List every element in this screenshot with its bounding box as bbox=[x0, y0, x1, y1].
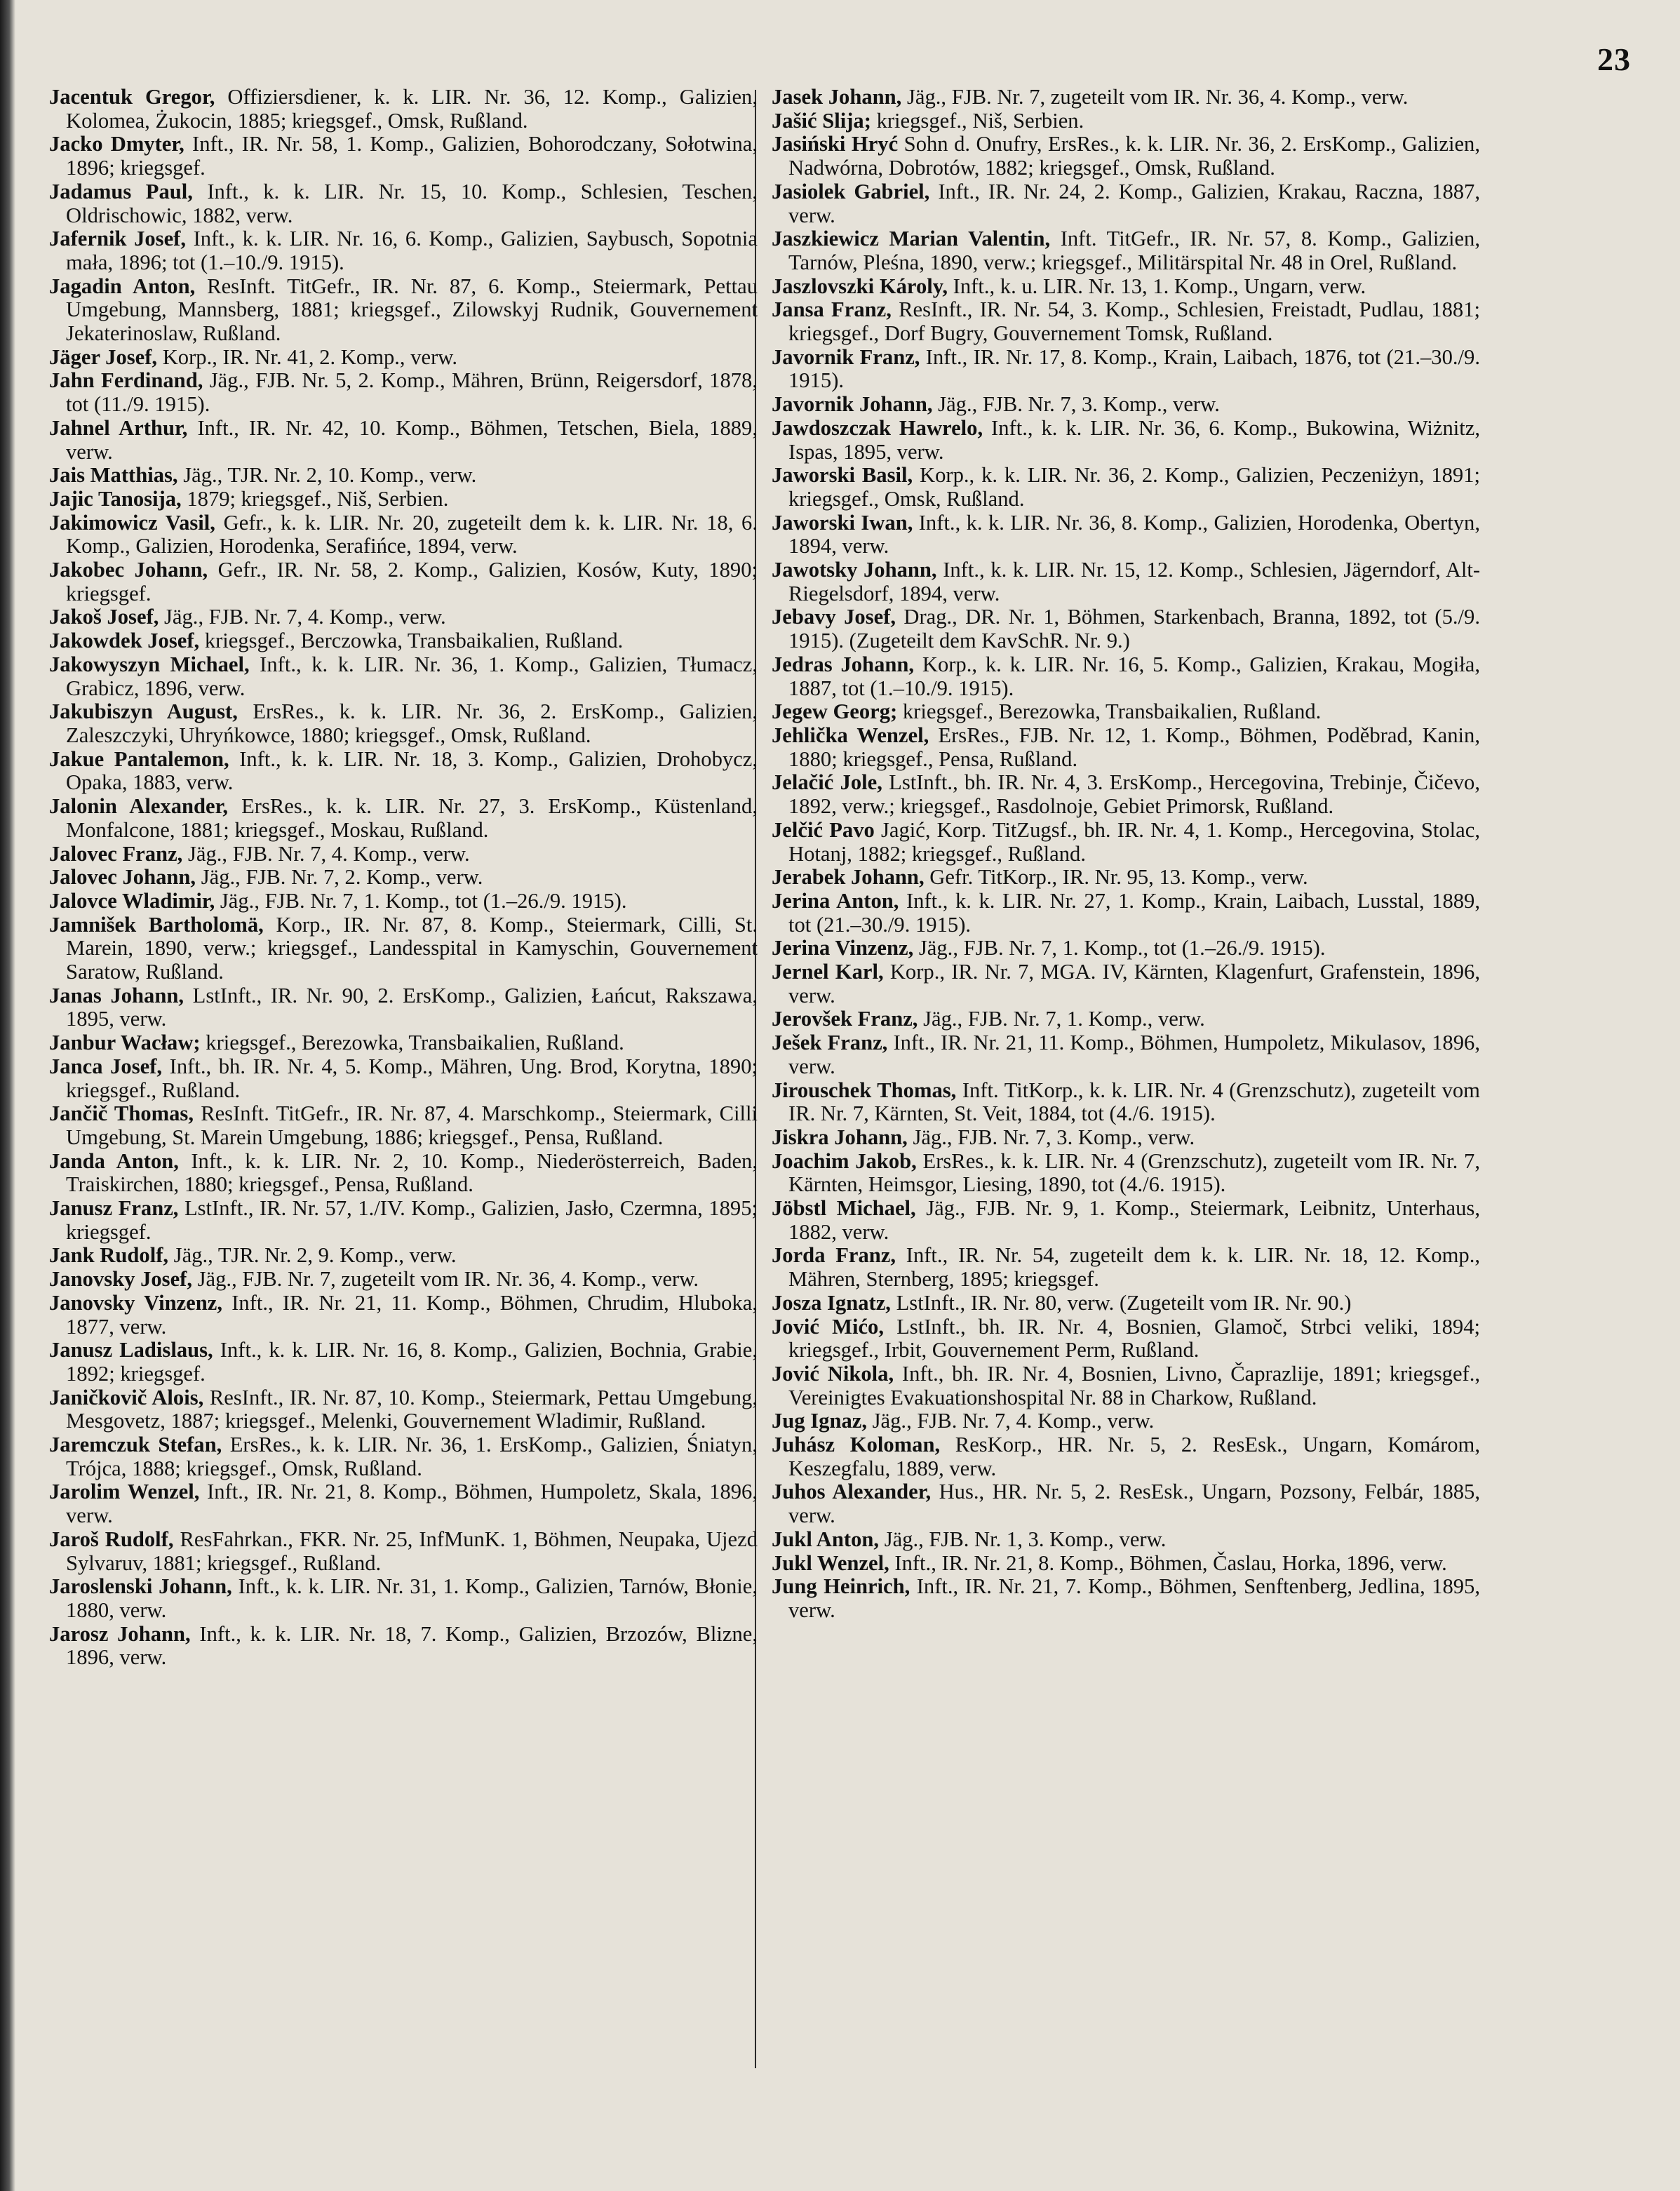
entry-details: Inft., IR. Nr. 42, 10. Komp., Böhmen, Tetschen, Biela, 1889, verw. bbox=[66, 415, 758, 464]
register-entry bbox=[772, 1007, 1480, 1031]
entry-details: Inft., IR. Nr. 24, 2. Komp., Galizien, Krakau, Raczna, 1887, verw. bbox=[788, 179, 1480, 227]
register-entry bbox=[772, 1362, 1480, 1409]
entry-name: Jansa Franz, bbox=[772, 297, 892, 322]
entry-name: Jadamus Paul, bbox=[49, 179, 193, 203]
entry-name: Janusz Franz, bbox=[49, 1196, 179, 1221]
entry-details: Jäg., FJB. Nr. 7, 4. Komp., verw. bbox=[867, 1409, 1155, 1433]
entry-name: Jorda Franz, bbox=[772, 1243, 896, 1268]
register-entry bbox=[772, 109, 1480, 133]
register-entry bbox=[49, 488, 758, 511]
register-entry bbox=[772, 653, 1480, 700]
register-entry bbox=[772, 86, 1480, 109]
page-number: 23 bbox=[1597, 41, 1631, 77]
entry-details: Inft., IR. Nr. 21, 8. Komp., Böhmen, Časlau, Horka, 1896, verw. bbox=[889, 1550, 1447, 1575]
register-entry bbox=[772, 511, 1480, 558]
register-entry bbox=[772, 1528, 1480, 1552]
register-entry bbox=[772, 346, 1480, 393]
entry-name: Jawotsky Johann, bbox=[772, 558, 937, 582]
register-entry bbox=[49, 653, 758, 700]
entry-name: Jafernik Josef, bbox=[49, 227, 186, 251]
entry-details: ResInft., IR. Nr. 54, 3. Komp., Schlesien, Freistadt, Pudlau, 1881; kriegsgef., Dorf Bugry, Gouvernement Tomsk, Rußland. bbox=[788, 297, 1480, 346]
entry-name: Jaroslenski Johann, bbox=[49, 1574, 232, 1599]
register-entry bbox=[772, 937, 1480, 960]
entry-details: ResInft., IR. Nr. 87, 10. Komp., Steiermark, Pettau Umgebung, Mesgovetz, 1887; kriegsgef., Melenki, Gouvernement Wladimir, Rußland. bbox=[66, 1385, 758, 1433]
register-entry bbox=[49, 1575, 758, 1622]
entry-name: Janičkovič Alois, bbox=[49, 1385, 204, 1409]
entry-name: Jakowyszyn Michael, bbox=[49, 652, 250, 676]
entry-name: Jakubiszyn August, bbox=[49, 699, 238, 724]
entry-name: Jasek Johann, bbox=[772, 85, 902, 109]
entry-name: Janas Johann, bbox=[49, 983, 184, 1007]
register-entry bbox=[772, 393, 1480, 417]
entry-name: Jais Matthias, bbox=[49, 463, 178, 488]
register-entry bbox=[772, 298, 1480, 345]
entry-name: Jović Nikola, bbox=[772, 1361, 894, 1386]
register-entry bbox=[49, 843, 758, 866]
register-entry bbox=[49, 1528, 758, 1575]
entry-name: Jacko Dmyter, bbox=[49, 132, 184, 156]
entry-details: Inft. TitKorp., k. k. LIR. Nr. 4 (Grenzschutz), zugeteilt vom IR. Nr. 7, Kärnten, St. Veit, 1884, tot (4./6. 1915). bbox=[788, 1078, 1480, 1126]
entry-name: Jalovec Franz, bbox=[49, 841, 183, 866]
register-entry bbox=[772, 771, 1480, 818]
register-entry bbox=[49, 1433, 758, 1480]
register-entry bbox=[772, 417, 1480, 464]
register-entry bbox=[49, 1268, 758, 1292]
entry-name: Janovsky Josef, bbox=[49, 1267, 192, 1292]
right-column bbox=[772, 86, 1480, 1623]
entry-name: Jaworski Basil, bbox=[772, 463, 913, 488]
entry-name: Jović Mićo, bbox=[772, 1314, 884, 1339]
register-entry bbox=[772, 227, 1480, 274]
entry-name: Jahnel Arthur, bbox=[49, 415, 188, 440]
entry-name: Jirouschek Thomas, bbox=[772, 1078, 957, 1102]
entry-name: Jalovec Johann, bbox=[49, 865, 196, 890]
entry-name: Jerina Anton, bbox=[772, 888, 899, 913]
entry-details: Jäg., FJB. Nr. 7, zugeteilt vom IR. Nr. 36, 4. Komp., verw. bbox=[191, 1267, 699, 1292]
register-entry bbox=[772, 558, 1480, 605]
entry-name: Jahn Ferdinand, bbox=[49, 368, 203, 393]
register-entry bbox=[49, 369, 758, 416]
entry-details: Gefr. TitKorp., IR. Nr. 95, 13. Komp., verw. bbox=[924, 865, 1308, 890]
entry-details: ErsRes., k. k. LIR. Nr. 36, 2. ErsKomp., Galizien, Zaleszczyki, Uhryńkowce, 1880; kriegsgef., Omsk, Rußland. bbox=[66, 699, 758, 747]
register-entry bbox=[49, 913, 758, 984]
entry-name: Jiskra Johann, bbox=[772, 1125, 908, 1149]
register-entry bbox=[772, 1409, 1480, 1433]
entry-name: Jakimowicz Vasil, bbox=[49, 510, 215, 535]
entry-details: Korp., IR. Nr. 41, 2. Komp., verw. bbox=[157, 344, 458, 369]
entry-details: Jäg., TJR. Nr. 2, 9. Komp., verw. bbox=[168, 1243, 457, 1268]
entry-name: Jukl Anton, bbox=[772, 1527, 880, 1551]
entry-details: Gefr., k. k. LIR. Nr. 20, zugeteilt dem k. k. LIR. Nr. 18, 6. Komp., Galizien, Horodenka, Serafińce, 1894, verw. bbox=[66, 510, 758, 558]
entry-details: ErsRes., k. k. LIR. Nr. 27, 3. ErsKomp., Küstenland, Monfalcone, 1881; kriegsgef., Moskau, Rußland. bbox=[66, 794, 758, 842]
entry-name: Jasiński Hryć bbox=[772, 132, 899, 156]
entry-name: Jung Heinrich, bbox=[772, 1574, 910, 1599]
register-entry bbox=[49, 1386, 758, 1433]
entry-details: Inft., IR. Nr. 58, 1. Komp., Galizien, Bohorodczany, Sołotwina, 1896; kriegsgef. bbox=[66, 132, 758, 180]
register-entry bbox=[49, 1292, 758, 1339]
register-entry bbox=[49, 748, 758, 795]
register-entry bbox=[772, 1480, 1480, 1527]
register-entry bbox=[772, 1150, 1480, 1197]
entry-details: Korp., IR. Nr. 87, 8. Komp., Steiermark, Cilli, St. Marein, 1890, verw.; kriegsgef., Landesspital in Kamyschin, Gouvernement Saratow, Rußland. bbox=[66, 912, 758, 984]
entry-details: Inft., k. k. LIR. Nr. 15, 12. Komp., Schlesien, Jägerndorf, Alt-Riegelsdorf, 1894, verw. bbox=[788, 558, 1481, 605]
entry-details: LstInft., bh. IR. Nr. 4, Bosnien, Glamoč, Strbci veliki, 1894; kriegsgef., Irbit, Gouvernement Perm, Rußland. bbox=[788, 1314, 1480, 1362]
entry-details: Inft., bh. IR. Nr. 4, Bosnien, Livno, Čaprazlije, 1891; kriegsgef., Vereinigtes Evakuationshospital Nr. 88 in Charkow, Rußland. bbox=[788, 1361, 1481, 1409]
left-column bbox=[49, 86, 758, 1670]
page-binding-edge bbox=[0, 0, 15, 2191]
entry-name: Jaroš Rudolf, bbox=[49, 1527, 174, 1551]
entry-name: Jajic Tanosija, bbox=[49, 486, 182, 511]
register-entry bbox=[49, 629, 758, 653]
entry-details: Jäg., TJR. Nr. 2, 10. Komp., verw. bbox=[177, 463, 477, 488]
entry-name: Jöbstl Michael, bbox=[772, 1196, 916, 1221]
entry-name: Jukl Wenzel, bbox=[772, 1550, 889, 1575]
register-entry bbox=[49, 180, 758, 227]
register-entry bbox=[49, 700, 758, 747]
register-entry bbox=[49, 605, 758, 629]
entry-details: Inft., k. k. LIR. Nr. 36, 8. Komp., Galizien, Horodenka, Obertyn, 1894, verw. bbox=[788, 510, 1480, 558]
entry-name: Juhos Alexander, bbox=[772, 1480, 932, 1504]
entry-details: Inft., k. k. LIR. Nr. 16, 6. Komp., Galizien, Saybusch, Sopotnia mała, 1896; tot (1.–10./9. 1915). bbox=[66, 227, 758, 274]
register-entry bbox=[49, 275, 758, 346]
entry-details: Drag., DR. Nr. 1, Böhmen, Starkenbach, Branna, 1892, tot (5./9. 1915). (Zugeteilt dem KavSchR. Nr. 9.) bbox=[788, 605, 1480, 653]
entry-details: Jäg., FJB. Nr. 1, 3. Komp., verw. bbox=[879, 1527, 1167, 1551]
register-entry bbox=[772, 605, 1480, 652]
register-entry bbox=[772, 724, 1480, 771]
entry-name: Janca Josef, bbox=[49, 1054, 163, 1078]
register-entry bbox=[49, 464, 758, 488]
entry-details: kriegsgef., Berczowka, Transbaikalien, Rußland. bbox=[199, 629, 624, 653]
entry-name: Jaworski Iwan, bbox=[772, 510, 913, 535]
entry-details: Inft., k. k. LIR. Nr. 15, 10. Komp., Schlesien, Teschen, Oldrischowic, 1882, verw. bbox=[66, 179, 758, 227]
entry-details: Jäg., FJB. Nr. 7, 1. Komp., tot (1.–26./9. 1915). bbox=[913, 936, 1326, 960]
entry-name: Jacentuk Gregor, bbox=[49, 85, 215, 109]
register-entry bbox=[772, 133, 1480, 180]
entry-details: Inft., IR. Nr. 21, 11. Komp., Böhmen, Chrudim, Hluboka, 1877, verw. bbox=[66, 1290, 758, 1339]
entry-name: Jerina Vinzenz, bbox=[772, 936, 914, 960]
entry-details: Jäg., FJB. Nr. 7, 1. Komp., verw. bbox=[918, 1007, 1205, 1031]
entry-details: kriegsgef., Niš, Serbien. bbox=[871, 108, 1084, 133]
entry-details: LstInft., IR. Nr. 80, verw. (Zugeteilt vom IR. Nr. 90.) bbox=[890, 1290, 1352, 1315]
register-entry bbox=[49, 227, 758, 274]
entry-details: Jäg., FJB. Nr. 5, 2. Komp., Mähren, Brünn, Reigersdorf, 1878, tot (11./9. 1915). bbox=[66, 368, 758, 417]
entry-name: Jakobec Johann, bbox=[49, 558, 208, 582]
entry-details: Jäg., FJB. Nr. 7, zugeteilt vom IR. Nr. 36, 4. Komp., verw. bbox=[901, 85, 1409, 109]
register-entry bbox=[772, 890, 1480, 937]
entry-details: Jäg., FJB. Nr. 7, 2. Komp., verw. bbox=[196, 865, 483, 890]
entry-name: Janusz Ladislaus, bbox=[49, 1338, 213, 1362]
entry-name: Jaszlovszki Károly, bbox=[772, 274, 948, 298]
entry-details: Inft., k. k. LIR. Nr. 2, 10. Komp., Niederösterreich, Baden, Traiskirchen, 1880; kriegsgef., Pensa, Rußland. bbox=[66, 1148, 758, 1197]
register-entry bbox=[772, 866, 1480, 890]
register-entry bbox=[49, 1102, 758, 1149]
entry-details: Inft., bh. IR. Nr. 4, 5. Komp., Mähren, Ung. Brod, Korytna, 1890; kriegsgef., Rußland. bbox=[66, 1054, 758, 1102]
entry-name: Javornik Franz, bbox=[772, 344, 920, 369]
register-entry bbox=[772, 1126, 1480, 1150]
register-entry bbox=[772, 1292, 1480, 1315]
entry-details: Jäg., FJB. Nr. 7, 3. Komp., verw. bbox=[907, 1125, 1195, 1149]
entry-name: Juhász Koloman, bbox=[772, 1433, 941, 1457]
entry-name: Jalonin Alexander, bbox=[49, 794, 229, 819]
entry-details: ErsRes., k. k. LIR. Nr. 36, 1. ErsKomp., Galizien, Śniatyn, Trójca, 1888; kriegsgef., Omsk, Rußland. bbox=[66, 1433, 758, 1480]
entry-name: Jerabek Johann, bbox=[772, 865, 925, 890]
entry-details: Jäg., FJB. Nr. 7, 4. Komp., verw. bbox=[159, 605, 446, 629]
register-entry bbox=[772, 960, 1480, 1007]
entry-name: Jelačić Jole, bbox=[772, 770, 882, 795]
register-entry bbox=[49, 795, 758, 842]
register-entry bbox=[772, 1244, 1480, 1291]
entry-name: Jarolim Wenzel, bbox=[49, 1480, 200, 1504]
entry-name: Jakue Pantalemon, bbox=[49, 746, 229, 771]
entry-details: Korp., k. k. LIR. Nr. 36, 2. Komp., Galizien, Peczeniżyn, 1891; kriegsgef., Omsk, Rußland. bbox=[788, 463, 1481, 511]
entry-name: Jarosz Johann, bbox=[49, 1621, 191, 1646]
entry-name: Jasiolek Gabriel, bbox=[772, 179, 930, 203]
entry-details: Inft., k. k. LIR. Nr. 27, 1. Komp., Krain, Laibach, Lusstal, 1889, tot (21.–30./9. 1915). bbox=[788, 888, 1480, 937]
entry-name: Josza Ignatz, bbox=[772, 1290, 891, 1315]
entry-name: Jančič Thomas, bbox=[49, 1101, 194, 1126]
entry-details: Gefr., IR. Nr. 58, 2. Komp., Galizien, Kosów, Kuty, 1890; kriegsgef. bbox=[66, 558, 758, 605]
register-entry bbox=[772, 1433, 1480, 1480]
entry-name: Jaremczuk Stefan, bbox=[49, 1433, 222, 1457]
entry-details: Inft., k. k. LIR. Nr. 31, 1. Komp., Galizien, Tarnów, Błonie, 1880, verw. bbox=[66, 1574, 758, 1622]
register-entry bbox=[49, 346, 758, 370]
entry-details: ErsRes., k. k. LIR. Nr. 4 (Grenzschutz), zugeteilt vom IR. Nr. 7, Kärnten, Heimsgor, Liesing, 1890, tot (4./6. 1915). bbox=[788, 1148, 1480, 1197]
entry-name: Jamnišek Bartholomä, bbox=[49, 912, 264, 937]
entry-details: LstInft., IR. Nr. 90, 2. ErsKomp., Galizien, Łańcut, Rakszawa, 1895, verw. bbox=[66, 983, 758, 1031]
entry-details: Jäg., FJB. Nr. 7, 4. Komp., verw. bbox=[182, 841, 470, 866]
entry-name: Janovsky Vinzenz, bbox=[49, 1290, 222, 1315]
entry-details: ResFahrkan., FKR. Nr. 25, InfMunK. 1, Böhmen, Neupaka, Ujezd Sylvaruv, 1881; kriegsgef., Rußland. bbox=[66, 1527, 758, 1575]
register-entry bbox=[772, 1315, 1480, 1362]
register-entry bbox=[772, 1079, 1480, 1126]
entry-details: kriegsgef., Berezowka, Transbaikalien, Rußland. bbox=[200, 1031, 624, 1055]
entry-details: Inft., IR. Nr. 54, zugeteilt dem k. k. LIR. Nr. 18, 12. Komp., Mähren, Sternberg, 1895; kriegsgef. bbox=[788, 1243, 1480, 1292]
entry-details: Inft., k. k. LIR. Nr. 36, 6. Komp., Bukowina, Wiżnitz, Ispas, 1895, verw. bbox=[788, 415, 1480, 464]
entry-name: Javornik Johann, bbox=[772, 392, 933, 417]
register-entry bbox=[772, 1575, 1480, 1622]
register-entry bbox=[49, 890, 758, 913]
entry-name: Jawdoszczak Hawrelo, bbox=[772, 415, 983, 440]
entry-name: Janbur Wacław; bbox=[49, 1031, 201, 1055]
entry-name: Jaszkiewicz Marian Valentin, bbox=[772, 227, 1051, 251]
entry-details: Offiziersdiener, k. k. LIR. Nr. 36, 12. Komp., Galizien, Kolomea, Żukocin, 1885; kriegsgef., Omsk, Rußland. bbox=[66, 85, 758, 133]
entry-name: Jug Ignaz, bbox=[772, 1409, 867, 1433]
register-entry bbox=[772, 464, 1480, 511]
entry-details: ErsRes., FJB. Nr. 12, 1. Komp., Böhmen, Poděbrad, Kanin, 1880; kriegsgef., Pensa, Rußland. bbox=[788, 723, 1480, 771]
register-entry bbox=[772, 819, 1480, 866]
entry-details: Jäg., FJB. Nr. 7, 3. Komp., verw. bbox=[932, 392, 1220, 417]
entry-name: Janda Anton, bbox=[49, 1148, 179, 1173]
entry-name: Jehlička Wenzel, bbox=[772, 723, 929, 747]
register-entry bbox=[49, 984, 758, 1031]
entry-name: Jakoš Josef, bbox=[49, 605, 159, 629]
register-entry bbox=[49, 511, 758, 558]
entry-details: Inft., k. u. LIR. Nr. 13, 1. Komp., Ungarn, verw. bbox=[948, 274, 1366, 298]
entry-details: Inft., k. k. LIR. Nr. 36, 1. Komp., Galizien, Tłumacz, Grabicz, 1896, verw. bbox=[66, 652, 758, 700]
register-entry bbox=[49, 133, 758, 180]
entry-details: LstInft., IR. Nr. 57, 1./IV. Komp., Galizien, Jasło, Czermna, 1895; kriegsgef. bbox=[66, 1196, 758, 1244]
entry-details: Inft., k. k. LIR. Nr. 18, 7. Komp., Galizien, Brzozów, Blizne, 1896, verw. bbox=[66, 1621, 758, 1670]
entry-name: Jernel Karl, bbox=[772, 960, 884, 984]
entry-name: Jebavy Josef, bbox=[772, 605, 896, 629]
register-entry bbox=[772, 1031, 1480, 1078]
register-entry bbox=[49, 1339, 758, 1386]
register-entry bbox=[49, 1244, 758, 1268]
entry-details: kriegsgef., Berezowka, Transbaikalien, Rußland. bbox=[897, 699, 1322, 724]
entry-name: Jedras Johann, bbox=[772, 652, 915, 676]
register-entry bbox=[772, 1197, 1480, 1244]
entry-name: Jegew Georg; bbox=[772, 699, 898, 724]
entry-details: Korp., k. k. LIR. Nr. 16, 5. Komp., Galizien, Krakau, Mogiła, 1887, tot (1.–10./9. 1915). bbox=[788, 652, 1480, 700]
register-entry bbox=[49, 866, 758, 890]
register-entry bbox=[49, 1031, 758, 1055]
register-entry bbox=[49, 1055, 758, 1102]
entry-details: Inft., k. k. LIR. Nr. 18, 3. Komp., Galizien, Drohobycz, Opaka, 1883, verw. bbox=[66, 746, 758, 795]
entry-details: Inft., IR. Nr. 21, 11. Komp., Böhmen, Humpoletz, Mikulasov, 1896, verw. bbox=[788, 1031, 1480, 1078]
entry-name: Ješek Franz, bbox=[772, 1031, 888, 1055]
entry-details: Inft., IR. Nr. 21, 7. Komp., Böhmen, Senftenberg, Jedlina, 1895, verw. bbox=[788, 1574, 1481, 1622]
entry-details: Jagić, Korp. TitZugsf., bh. IR. Nr. 4, 1. Komp., Hercegovina, Stolac, Hotanj, 1882; kriegsgef., Rußland. bbox=[788, 817, 1480, 866]
entry-details: Inft. TitGefr., IR. Nr. 57, 8. Komp., Galizien, Tarnów, Pleśna, 1890, verw.; kriegsgef., Militärspital Nr. 48 in Orel, Rußland. bbox=[788, 227, 1480, 274]
entry-name: Jank Rudolf, bbox=[49, 1243, 169, 1268]
entry-name: Jerovšek Franz, bbox=[772, 1007, 918, 1031]
entry-details: Jäg., FJB. Nr. 7, 1. Komp., tot (1.–26./9. 1915). bbox=[215, 888, 627, 913]
entry-details: ResKorp., HR. Nr. 5, 2. ResEsk., Ungarn, Komárom, Keszegfalu, 1889, verw. bbox=[788, 1433, 1480, 1480]
entry-name: Jagadin Anton, bbox=[49, 274, 196, 298]
entry-details: Korp., IR. Nr. 7, MGA. IV, Kärnten, Klagenfurt, Grafenstein, 1896, verw. bbox=[788, 960, 1480, 1007]
register-entry bbox=[772, 180, 1480, 227]
register-entry bbox=[49, 1197, 758, 1244]
entry-details: LstInft., bh. IR. Nr. 4, 3. ErsKomp., Hercegovina, Trebinje, Čičevo, 1892, verw.; kriegsgef., Rasdolnoje, Gebiet Primorsk, Rußland. bbox=[788, 770, 1480, 819]
entry-name: Joachim Jakob, bbox=[772, 1148, 917, 1173]
register-entry bbox=[49, 558, 758, 605]
entry-details: Inft., k. k. LIR. Nr. 16, 8. Komp., Galizien, Bochnia, Grabie, 1892; kriegsgef. bbox=[66, 1338, 758, 1386]
entry-details: ResInft. TitGefr., IR. Nr. 87, 6. Komp., Steiermark, Pettau Umgebung, Mannsberg, 1881; kriegsgef., Zilowskyj Rudnik, Gouvernement Jekaterinoslaw, Rußland. bbox=[66, 274, 758, 346]
entry-name: Jašić Slija; bbox=[772, 108, 871, 133]
register-entry bbox=[772, 700, 1480, 724]
entry-name: Jelčić Pavo bbox=[772, 817, 875, 842]
register-entry bbox=[49, 1480, 758, 1527]
register-entry bbox=[772, 275, 1480, 299]
register-entry bbox=[49, 86, 758, 133]
entry-name: Jalovce Wladimir, bbox=[49, 888, 215, 913]
register-entry bbox=[49, 1150, 758, 1197]
entry-details: Inft., IR. Nr. 21, 8. Komp., Böhmen, Humpoletz, Skala, 1896, verw. bbox=[66, 1480, 758, 1528]
entry-name: Jäger Josef, bbox=[49, 344, 158, 369]
entry-name: Jakowdek Josef, bbox=[49, 629, 200, 653]
register-entry bbox=[49, 1623, 758, 1670]
entry-details: ResInft. TitGefr., IR. Nr. 87, 4. Marschkomp., Steiermark, Cilli Umgebung, St. Marein Umgebung, 1886; kriegsgef., Pensa, Rußland. bbox=[66, 1101, 758, 1149]
entry-details: Inft., IR. Nr. 17, 8. Komp., Krain, Laibach, 1876, tot (21.–30./9. 1915). bbox=[788, 344, 1480, 393]
entry-details: Sohn d. Onufry, ErsRes., k. k. LIR. Nr. 36, 2. ErsKomp., Galizien, Nadwórna, Dobrotów, 1882; kriegsgef., Omsk, Rußland. bbox=[788, 132, 1480, 180]
register-entry bbox=[772, 1552, 1480, 1576]
register-entry bbox=[49, 417, 758, 464]
entry-details: 1879; kriegsgef., Niš, Serbien. bbox=[181, 486, 449, 511]
entry-details: Jäg., FJB. Nr. 9, 1. Komp., Steiermark, Leibnitz, Unterhaus, 1882, verw. bbox=[788, 1196, 1480, 1244]
entry-details: Hus., HR. Nr. 5, 2. ResEsk., Ungarn, Pozsony, Felbár, 1885, verw. bbox=[788, 1480, 1480, 1528]
